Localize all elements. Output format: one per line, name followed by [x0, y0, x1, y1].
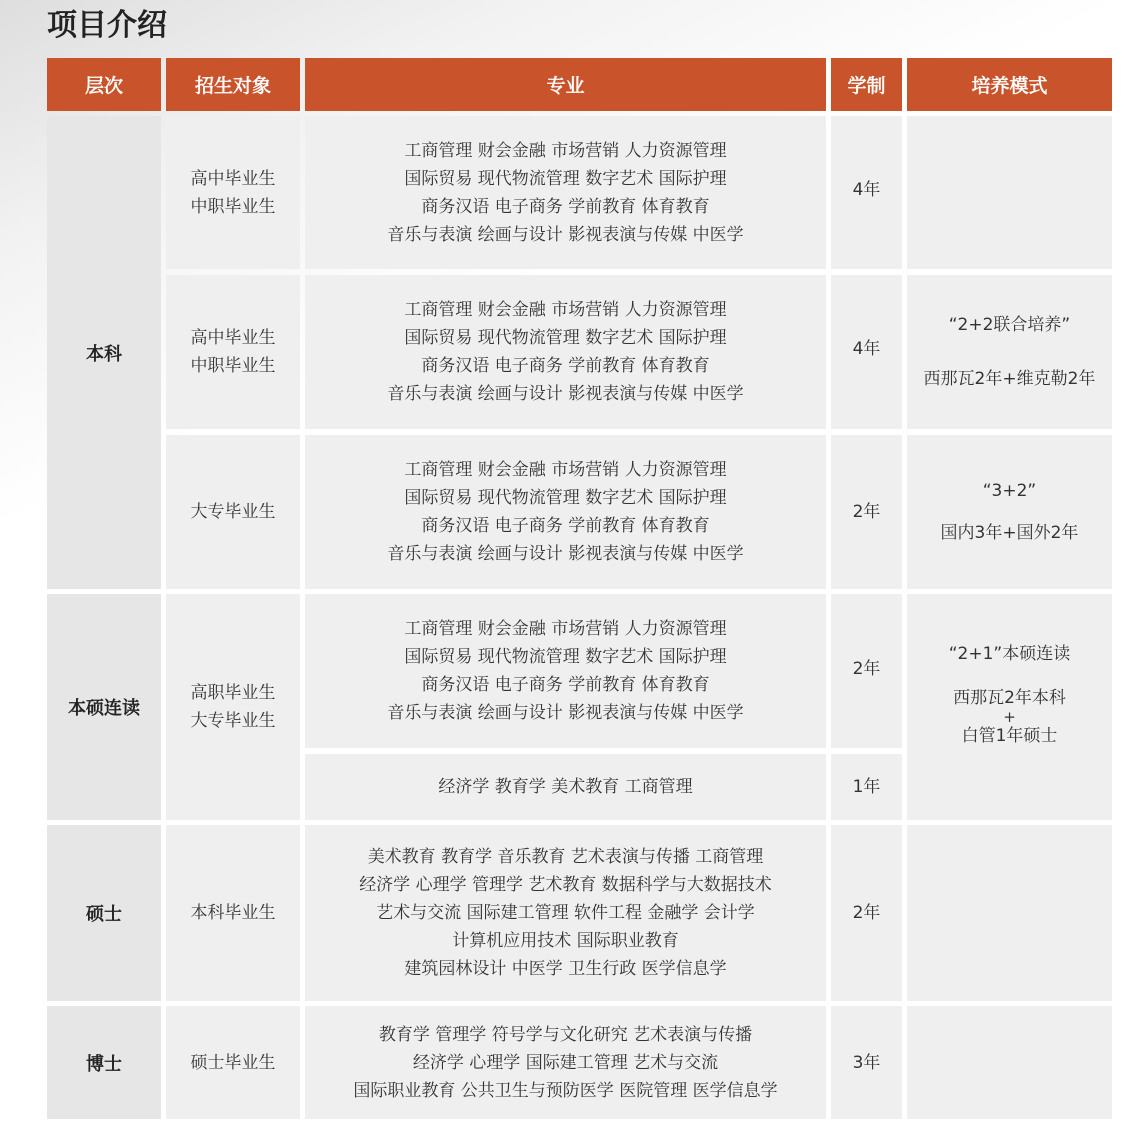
major-line: 建筑园林设计 中医学 卫生行政 医学信息学 — [404, 959, 727, 979]
major-line: 国际贸易 现代物流管理 数字艺术 国际护理 — [404, 168, 727, 189]
major-cell — [305, 275, 826, 429]
target-cell — [166, 594, 300, 820]
major-line: 工商管理 财会金融 市场营销 人力资源管理 — [404, 300, 727, 320]
major-line: 经济学 教育学 美术教育 工商管理 — [438, 777, 693, 797]
major-line: 工商管理 财会金融 市场营销 人力资源管理 — [404, 460, 727, 480]
mode-detail: 白管1年硕士 — [961, 726, 1058, 746]
mode-cell — [907, 1006, 1112, 1119]
major-line: 国际贸易 现代物流管理 数字艺术 国际护理 — [404, 488, 727, 508]
mode-quote: “2+1”本硕连读 — [948, 644, 1071, 664]
mode-cell — [907, 435, 1112, 589]
major-line: 商务汉语 电子商务 学前教育 体育教育 — [421, 356, 710, 376]
major-line: 音乐与表演 绘画与设计 影视表演与传媒 中医学 — [387, 384, 744, 404]
major-cell — [305, 116, 826, 269]
mode-detail: 西那瓦2年+维克勒2年 — [923, 369, 1096, 389]
major-line: 国际贸易 现代物流管理 数字艺术 国际护理 — [404, 328, 727, 348]
major-cell — [305, 825, 826, 1001]
major-line: 工商管理 财会金融 市场营销 人力资源管理 — [404, 140, 727, 161]
duration-cell: 2年 — [831, 825, 902, 1001]
target-text: 中职毕业生 — [190, 196, 276, 217]
major-line: 经济学 心理学 管理学 艺术教育 数据科学与大数据技术 — [359, 875, 772, 895]
major-line: 艺术与交流 国际建工管理 软件工程 金融学 会计学 — [376, 903, 755, 923]
level-master: 硕士 — [47, 825, 161, 1001]
mode-detail: 西那瓦2年本科 — [953, 688, 1066, 708]
target-text: 高中毕业生 — [190, 168, 276, 189]
mode-cell — [907, 825, 1112, 1001]
major-cell — [305, 594, 826, 748]
mode-quote: “2+2联合培养” — [948, 315, 1071, 335]
major-line: 美术教育 教育学 音乐教育 艺术表演与传播 工商管理 — [367, 847, 764, 867]
level-bachelor: 本科 — [47, 116, 161, 589]
mode-cell — [907, 116, 1112, 269]
duration-cell: 4年 — [831, 275, 902, 429]
page-title: 项目介绍 — [47, 8, 167, 43]
header-mode: 培养模式 — [907, 58, 1112, 111]
major-line: 经济学 心理学 国际建工管理 艺术与交流 — [412, 1052, 719, 1073]
header-duration: 学制 — [831, 58, 902, 111]
mode-plus: + — [1003, 708, 1016, 726]
major-line: 商务汉语 电子商务 学前教育 体育教育 — [421, 516, 710, 536]
major-line: 商务汉语 电子商务 学前教育 体育教育 — [421, 196, 710, 217]
major-cell — [305, 754, 826, 820]
major-cell — [305, 435, 826, 589]
major-line: 音乐与表演 绘画与设计 影视表演与传媒 中医学 — [387, 703, 744, 723]
target-cell — [166, 825, 300, 1001]
duration-cell: 4年 — [831, 116, 902, 269]
target-text: 本科毕业生 — [190, 903, 276, 923]
major-line: 工商管理 财会金融 市场营销 人力资源管理 — [404, 619, 727, 639]
duration-cell: 2年 — [831, 594, 902, 748]
target-text: 大专毕业生 — [190, 502, 276, 522]
target-cell — [166, 275, 300, 429]
target-cell — [166, 435, 300, 589]
major-line: 音乐与表演 绘画与设计 影视表演与传媒 中医学 — [387, 544, 744, 564]
major-line: 教育学 管理学 符号学与文化研究 艺术表演与传播 — [378, 1024, 753, 1045]
target-cell — [166, 1006, 300, 1119]
mode-quote: “3+2” — [982, 481, 1037, 501]
header-major: 专业 — [305, 58, 826, 111]
duration-cell: 1年 — [831, 754, 902, 820]
major-line: 商务汉语 电子商务 学前教育 体育教育 — [421, 675, 710, 695]
mode-cell — [907, 594, 1112, 820]
level-bachelor-master: 本硕连读 — [47, 594, 161, 820]
major-line: 国际贸易 现代物流管理 数字艺术 国际护理 — [404, 647, 727, 667]
duration-cell: 2年 — [831, 435, 902, 589]
header-target: 招生对象 — [166, 58, 300, 111]
mode-detail: 国内3年+国外2年 — [940, 523, 1079, 543]
duration-cell: 3年 — [831, 1006, 902, 1119]
target-text: 高职毕业生 — [190, 683, 276, 703]
target-text: 高中毕业生 — [190, 328, 276, 348]
major-line: 国际职业教育 公共卫生与预防医学 医院管理 医学信息学 — [353, 1080, 778, 1101]
target-cell — [166, 116, 300, 269]
target-text: 硕士毕业生 — [190, 1052, 276, 1073]
header-level: 层次 — [47, 58, 161, 111]
target-text: 中职毕业生 — [190, 356, 276, 376]
major-line: 计算机应用技术 国际职业教育 — [452, 931, 679, 951]
level-phd: 博士 — [47, 1006, 161, 1119]
target-text: 大专毕业生 — [190, 711, 276, 731]
mode-cell — [907, 275, 1112, 429]
major-cell — [305, 1006, 826, 1119]
major-line: 音乐与表演 绘画与设计 影视表演与传媒 中医学 — [387, 224, 744, 245]
